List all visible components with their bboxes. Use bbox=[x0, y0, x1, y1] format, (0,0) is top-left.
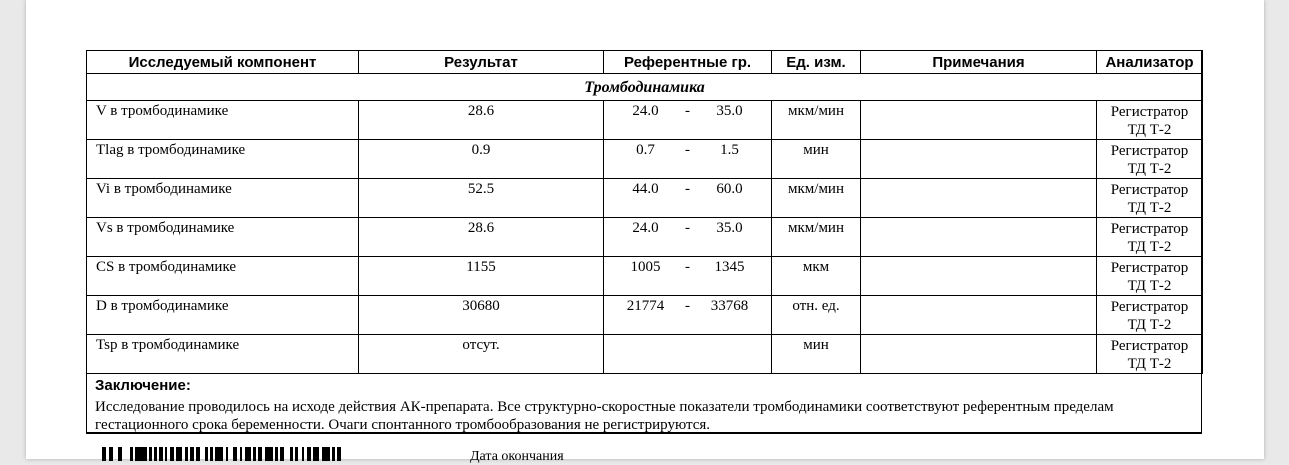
analyzer-line-1: Регистратор bbox=[1110, 182, 1189, 198]
result-value: 0.9 bbox=[359, 140, 604, 179]
note-value bbox=[861, 101, 1097, 140]
reference-range bbox=[604, 257, 772, 296]
analyzer-line-1: Регистратор bbox=[1110, 338, 1189, 354]
header-unit: Ед. изм. bbox=[772, 51, 861, 74]
analyzer-line-1: Регистратор bbox=[1110, 143, 1189, 159]
reference-dash: - bbox=[685, 103, 690, 119]
reference-range bbox=[604, 179, 772, 218]
table-header-row bbox=[87, 51, 1203, 74]
unit-value: мкм bbox=[772, 257, 861, 296]
analyzer-value bbox=[1097, 218, 1203, 257]
reference-low: 21774 bbox=[626, 298, 665, 314]
reference-low: 44.0 bbox=[632, 181, 659, 197]
table-row bbox=[87, 218, 1203, 257]
reference-high: 35.0 bbox=[716, 220, 743, 236]
reference-high: 60.0 bbox=[716, 181, 743, 197]
reference-dash: - bbox=[685, 220, 690, 236]
reference-high: 35.0 bbox=[716, 103, 743, 119]
result-value: 1155 bbox=[359, 257, 604, 296]
note-value bbox=[861, 218, 1097, 257]
reference-dash: - bbox=[685, 181, 690, 197]
conclusion-text: Исследование проводилось на исходе действия АК-препарата. Все структурно-скоростные показатели тромбодинамики соответствуют референтным пределам гестационного срока беременности. Очаги спонтанного тромбообразования не регистрируются. bbox=[95, 399, 1114, 433]
analyzer-line-2: ТД Т-2 bbox=[1127, 200, 1172, 216]
analyzer-value bbox=[1097, 179, 1203, 218]
reference-low: 1005 bbox=[630, 259, 661, 275]
analyzer-value bbox=[1097, 296, 1203, 335]
unit-value: отн. ед. bbox=[772, 296, 861, 335]
table-row bbox=[87, 335, 1203, 374]
header-notes: Примечания bbox=[861, 51, 1097, 74]
result-value: 30680 bbox=[359, 296, 604, 335]
header-reference: Референтные гр. bbox=[604, 51, 772, 74]
conclusion-heading: Заключение: bbox=[95, 377, 191, 394]
note-value bbox=[861, 140, 1097, 179]
end-date-label: Дата окончания bbox=[470, 449, 564, 464]
results-table bbox=[86, 50, 1203, 374]
component-name: V в тромбодинамике bbox=[87, 101, 359, 140]
reference-low: 24.0 bbox=[632, 103, 659, 119]
header-result: Результат bbox=[359, 51, 604, 74]
component-name: Tlag в тромбодинамике bbox=[87, 140, 359, 179]
reference-dash: - bbox=[685, 142, 690, 158]
table-row bbox=[87, 296, 1203, 335]
analyzer-line-2: ТД Т-2 bbox=[1127, 317, 1172, 333]
header-component: Исследуемый компонент bbox=[87, 51, 359, 74]
reference-dash: - bbox=[685, 298, 690, 314]
unit-value: мкм/мин bbox=[772, 179, 861, 218]
reference-dash: - bbox=[685, 259, 690, 275]
component-name: CS в тромбодинамике bbox=[87, 257, 359, 296]
reference-low: 0.7 bbox=[636, 142, 655, 158]
reference-range bbox=[604, 335, 772, 374]
result-value: 28.6 bbox=[359, 101, 604, 140]
reference-high: 1.5 bbox=[720, 142, 739, 158]
component-name: Vs в тромбодинамике bbox=[87, 218, 359, 257]
table-row bbox=[87, 101, 1203, 140]
analyzer-line-1: Регистратор bbox=[1110, 104, 1189, 120]
table-row bbox=[87, 179, 1203, 218]
analyzer-value bbox=[1097, 257, 1203, 296]
result-value: отсут. bbox=[359, 335, 604, 374]
reference-range bbox=[604, 218, 772, 257]
table-bottom-border bbox=[86, 433, 1202, 434]
analyzer-value bbox=[1097, 335, 1203, 374]
component-name: D в тромбодинамике bbox=[87, 296, 359, 335]
analyzer-line-1: Регистратор bbox=[1110, 299, 1189, 315]
reference-low: 24.0 bbox=[632, 220, 659, 236]
analyzer-line-2: ТД Т-2 bbox=[1127, 356, 1172, 372]
section-title: Тромбодинамика bbox=[87, 74, 1203, 101]
analyzer-line-2: ТД Т-2 bbox=[1127, 239, 1172, 255]
conclusion-block bbox=[95, 377, 1195, 434]
result-value: 52.5 bbox=[359, 179, 604, 218]
note-value bbox=[861, 179, 1097, 218]
table-row bbox=[87, 140, 1203, 179]
unit-value: мкм/мин bbox=[772, 101, 861, 140]
unit-value: мин bbox=[772, 140, 861, 179]
note-value bbox=[861, 257, 1097, 296]
analyzer-value bbox=[1097, 101, 1203, 140]
reference-high: 1345 bbox=[714, 259, 745, 275]
note-value bbox=[861, 335, 1097, 374]
note-value bbox=[861, 296, 1097, 335]
header-analyzer: Анализатор bbox=[1097, 51, 1203, 74]
table-row bbox=[87, 257, 1203, 296]
component-name: Vi в тромбодинамике bbox=[87, 179, 359, 218]
unit-value: мкм/мин bbox=[772, 218, 861, 257]
reference-range bbox=[604, 296, 772, 335]
section-row bbox=[87, 74, 1203, 101]
result-value: 28.6 bbox=[359, 218, 604, 257]
analyzer-line-1: Регистратор bbox=[1110, 221, 1189, 237]
unit-value: мин bbox=[772, 335, 861, 374]
analyzer-line-1: Регистратор bbox=[1110, 260, 1189, 276]
analyzer-value bbox=[1097, 140, 1203, 179]
reference-range bbox=[604, 101, 772, 140]
reference-high: 33768 bbox=[710, 298, 749, 314]
component-name: Tsp в тромбодинамике bbox=[87, 335, 359, 374]
analyzer-line-2: ТД Т-2 bbox=[1127, 122, 1172, 138]
analyzer-line-2: ТД Т-2 bbox=[1127, 161, 1172, 177]
analyzer-line-2: ТД Т-2 bbox=[1127, 278, 1172, 294]
reference-range bbox=[604, 140, 772, 179]
